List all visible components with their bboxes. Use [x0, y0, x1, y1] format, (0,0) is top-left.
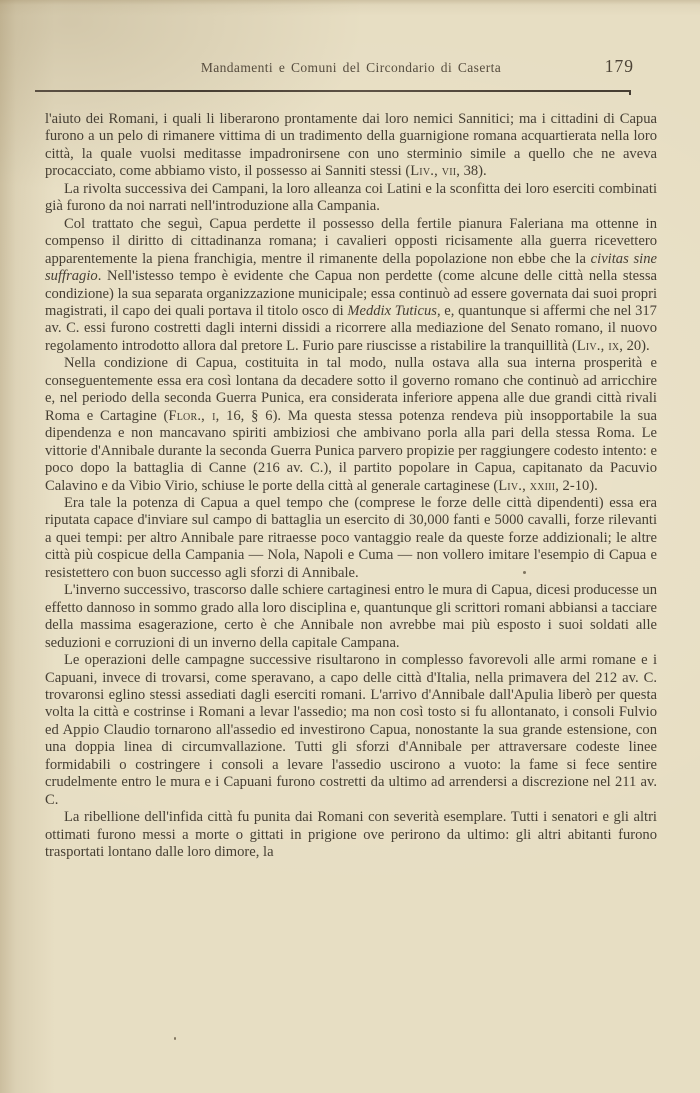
text-run: La rivolta successiva dei Campani, la loro alleanza coi Latini e la sconfitta dei loro eserciti combinati già furono da noi narrati nell'introduzione alla Campania.: [45, 180, 657, 215]
paragraph: [45, 355, 657, 495]
text-run: L'inverno successivo, trascorso dalle schiere cartaginesi entro le mura di Capua, dicesi producesse un effetto dannoso in sommo grado alla loro disciplina e, quantunque gli scrittori romani abbiansi a tacciare della massima esagerazione, certo è che Annibale non avrebbe mai più esposto i suoi soldati alle seduzioni e corruzioni di un inverno della capitale Campana.: [45, 582, 657, 651]
header-rule: [35, 90, 631, 92]
text-run-italic: civitas sine suffragio: [45, 250, 657, 285]
text-run: Le operazioni delle campagne successive risultarono in complesso favorevoli alle armi romane e i Capuani, invece di trovarsi, come speravano, a capo delle città d'Italia, nella primavera del 212 av. C. trovaronsi eglino stessi assediati dagli eserciti romani. L'arrivo d'Annibale dall'Apulia liberò per questa volta la città e costrinse i Romani a levar l'assedio; ma non così tosto si fu allontanato, i consoli Fulvio ed Appio Claudio tornarono all'assedio ed investirono Capua, nonostante la sua grande estensione, con una doppia linea di circumvallazione. Tutti gli sforzi d'Annibale per attraversare codeste linee formidabili o costringere i consoli a levare l'assedio uscirono a vuoto: la fame si fece sentire crudelmente entro le mura e i Capuani furono costretti da ultimo ad arrendersi a discrezione nel 211 av. C.: [45, 652, 657, 808]
paragraph: [45, 809, 657, 861]
paragraph: [45, 582, 657, 652]
paragraph: [45, 111, 657, 181]
paragraph: [45, 652, 657, 809]
body-text: [45, 111, 657, 861]
paragraph: [45, 495, 657, 582]
page-number: 179: [604, 56, 634, 76]
text-run: Nella condizione di Capua, costituita in tal modo, nulla ostava alla sua interna prosperità e conseguentemente essa era così lontana da decadere sotto il governo romano che continuò ad arricchire e, nel periodo della seconda Guerra Punica, era considerata inferiore appena alle due grandi città rivali Roma e Cartagine (: [45, 355, 657, 424]
text-run-smallcaps: Liv., vii: [410, 163, 457, 180]
text-run: Era tale la potenza di Capua a quel tempo che (comprese le forze delle città dipendenti) essa era riputata capace d'inviare sul campo di battaglia un esercito di 30,000 fanti e 5000 cavalli, forze rilevanti a quei tempi: per altro Annibale pare ritraesse poco vantaggio reale da queste forze addizionali; le altre città più cospicue della Campania — Nola, Napoli e Cuma — non vollero imitare l'esempio di Capua e resistettero con buon successo agli sforzi di Annibale.: [45, 494, 657, 581]
text-run: , 16, § 6). Ma questa stessa potenza rendeva più insopportabile la sua dipendenza e non mancavano spiriti ambiziosi che ambivano porla alla pari della stessa Roma. Le vittorie d'Annibale durante la seconda Guerra Punica parvero propizie per raggiungere codesto intento: e poco dopo la battaglia di Canne (216 av. C.), il partito popolare in Capua, capitanato da Pacuvio Calavino e da Vibio Virio, schiuse le porte della città al generale cartaginese (: [45, 407, 657, 494]
text-run: La ribellione dell'infida città fu punita dai Romani con severità esemplare. Tutti i senatori e gli altri ottimati furono messi a morte o gittati in prigione ove perirono da ultimo: gli altri abitanti furono trasportati lontano dalle loro dimore, la: [45, 809, 657, 861]
text-run: . Nell'istesso tempo è evidente che Capua non perdette (come alcune delle città nella stessa condizione) la sua separata organizzazione municipale; essa continuò ad essere governata dai suoi propri magistrati, il capo dei quali portava il titolo osco di: [45, 268, 657, 319]
paragraph: [45, 216, 657, 356]
ink-speck: [523, 571, 526, 574]
text-run: , e, quantunque si affermi che nel 317 av. C. essi furono costretti dagli interni dissidi a ricorrere alla mediazione del Senato romano, il nuovo regolamento introdotto allora dal pretore L. Furio pare riuscisse a ristabilire la tranquillità (: [45, 302, 657, 354]
text-run: Col trattato che seguì, Capua perdette il possesso della fertile pianura Faleriana ma ottenne in compenso il diritto di cittadinanza romana; i cavalieri opposti ricisamente alla guerra ricevettero apparentemente la piena franchigia, mentre il rimanente della popolazione non ebbe che la: [45, 215, 657, 267]
text-run-smallcaps: Flor., i: [168, 407, 216, 424]
paragraph: [45, 181, 657, 216]
text-run: l'aiuto dei Romani, i quali li liberarono prontamente dai loro nemici Sannitici; ma i cittadini di Capua furono a un pelo di rimanere vittima di un tradimento della guarnigione romana acquartierata nella loro città, la quale vuolsi meditasse impadronirsene con uno sterminio simile a quello che ne aveva procacciato, come abbiamo visto, il possesso ai Sanniti stessi (: [45, 111, 657, 180]
running-header-title: Mandamenti e Comuni del Circondario di Caserta: [200, 60, 502, 75]
text-run: , 2-10).: [555, 477, 598, 494]
text-run-smallcaps: Liv., xxiii: [498, 477, 556, 494]
ink-speck: [174, 1037, 176, 1040]
text-run: , 20).: [619, 337, 650, 354]
text-run: , 38).: [456, 163, 487, 180]
text-run-italic: Meddix Tuticus: [347, 302, 437, 319]
text-run-smallcaps: Liv., ix: [576, 337, 620, 354]
